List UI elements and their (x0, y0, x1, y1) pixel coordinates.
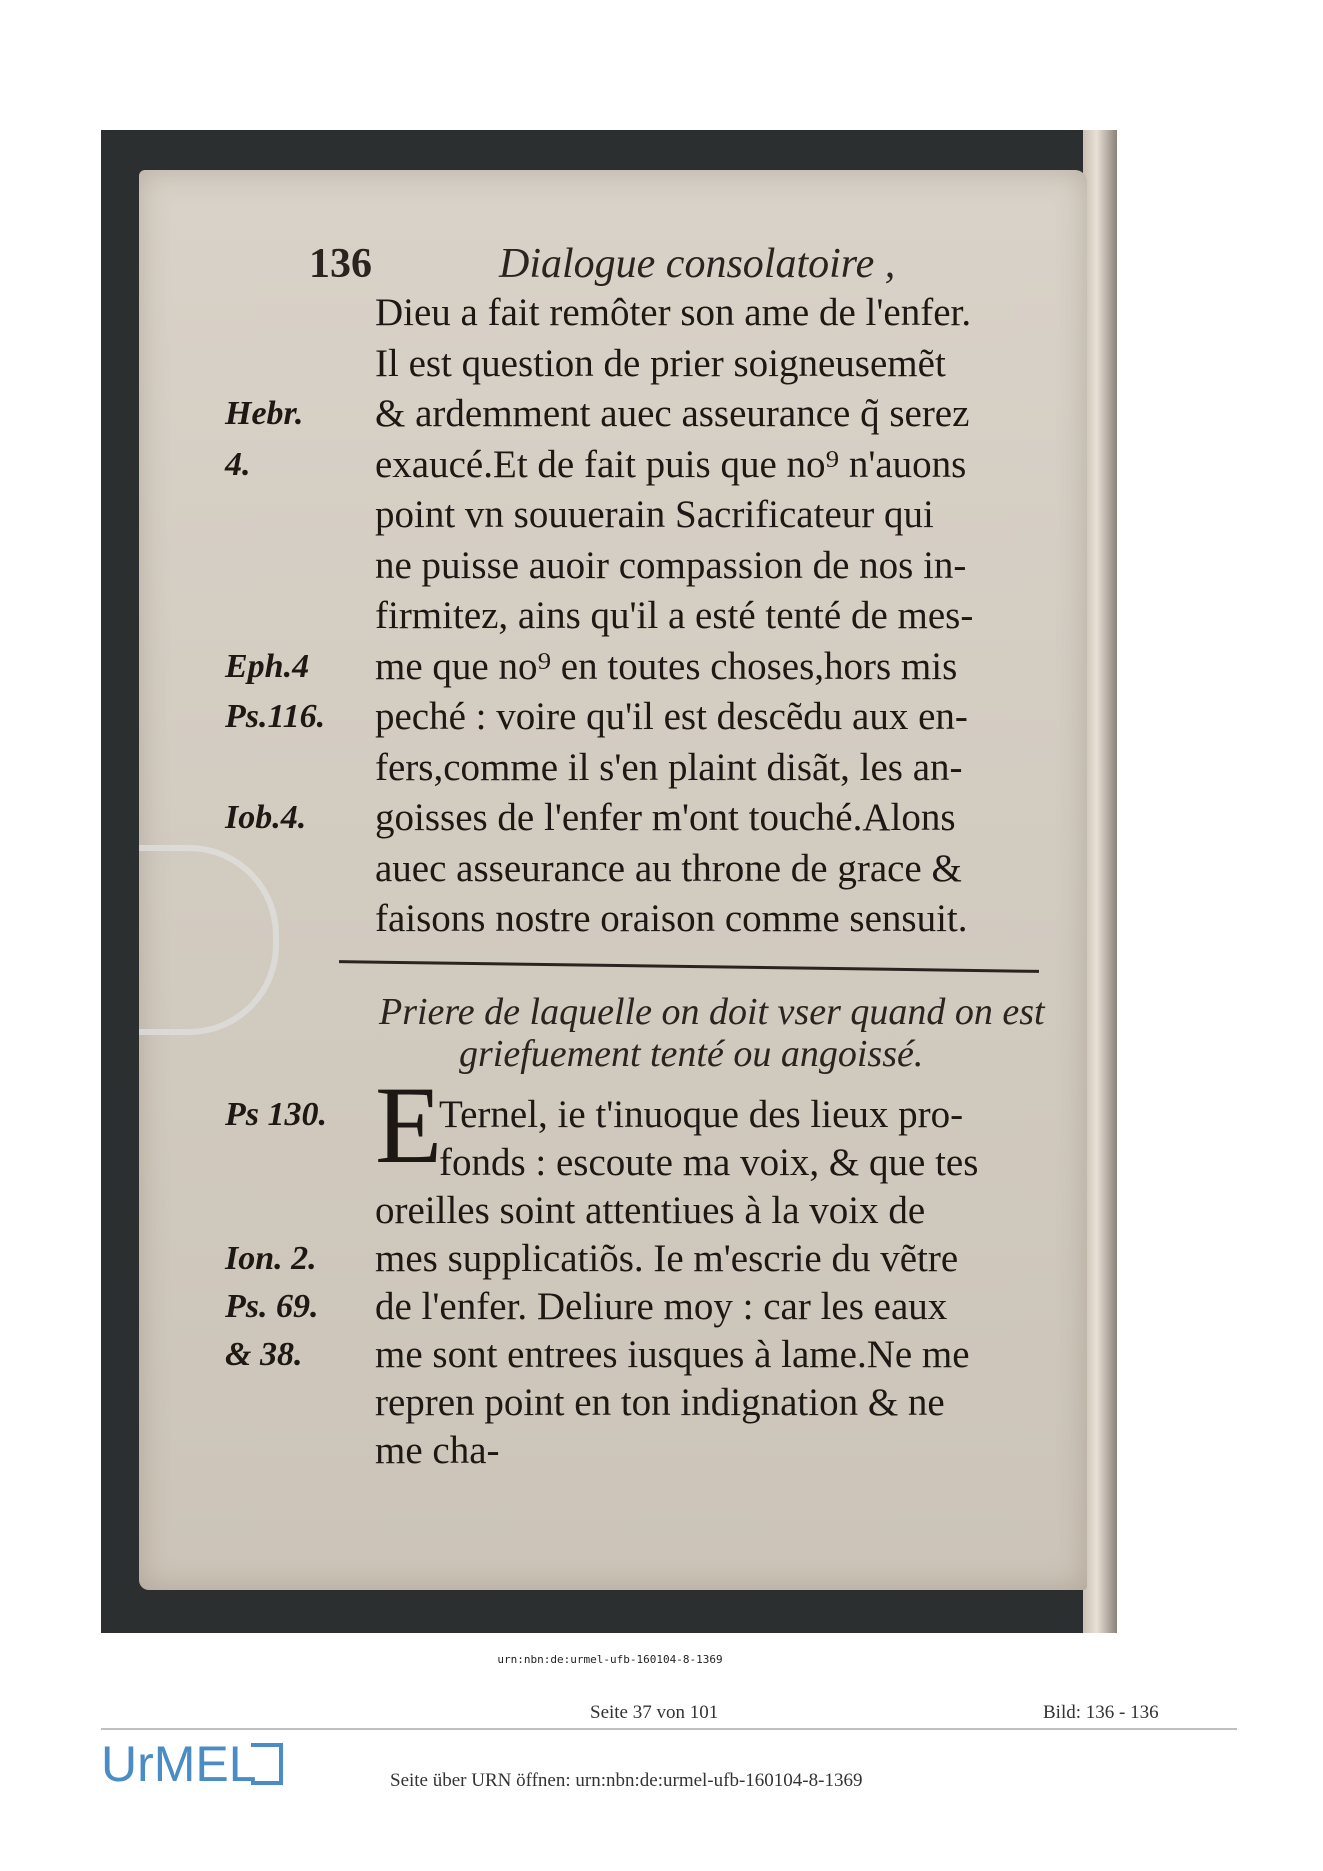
margin-reference: Ps. 69. (225, 1288, 319, 1325)
line-text: Ternel, ie t'inuoque des lieux pro- (439, 1093, 964, 1136)
lines-line (139, 694, 1087, 742)
prayer_lines-line (139, 1428, 1087, 1476)
lines-line (139, 896, 1087, 944)
line-text: point vn souuerain Sacrificateur qui (375, 493, 934, 536)
urmel-logo-text: UrMEL (101, 1736, 257, 1792)
lines-line (139, 644, 1087, 692)
drop-cap: E (375, 1064, 443, 1186)
lines-line (139, 290, 1087, 338)
line-text: me sont entrees iusques à lame.Ne me (375, 1333, 970, 1376)
line-text: & ardemment auec asseurance q̃ serez (375, 392, 970, 435)
margin-reference: Ps.116. (225, 698, 326, 735)
page-counter: Seite 37 von 101 (590, 1702, 719, 1723)
urn-caption: urn:nbn:de:urmel-ufb-160104-8-1369 (497, 1653, 723, 1666)
prayer_lines-line (139, 1092, 1087, 1140)
prayer_lines-line (139, 1332, 1087, 1380)
line-text: ne puisse auoir compassion de nos in- (375, 543, 967, 587)
margin-reference: Ps 130. (225, 1096, 327, 1133)
page-number: 136 (309, 241, 372, 287)
open-urn-link[interactable]: Seite über URN öffnen: urn:nbn:de:urmel-ufb-160104-8-1369 (390, 1770, 863, 1791)
line-text: Il est question de prier soigneusemẽt (375, 341, 946, 385)
lines-line (139, 341, 1087, 389)
lines-line (139, 593, 1087, 641)
margin-reference: Iob.4. (225, 799, 307, 836)
margin-reference: Eph.4 (225, 647, 310, 685)
margin-reference: Ion. 2. (225, 1240, 317, 1277)
line-text: oreilles soint attentiues à la voix de (375, 1189, 926, 1232)
prayer_lines-line (139, 1140, 1087, 1188)
prayer_lines-line (139, 1284, 1087, 1332)
prayer-title-line-2: griefuement tenté ou angoissé. (459, 1033, 924, 1075)
line-text: fonds : escoute ma voix, & que tes (439, 1141, 979, 1184)
lines-line (139, 492, 1087, 540)
lines-line (139, 442, 1087, 490)
prayer_lines-line (139, 1380, 1087, 1428)
prayer-title-line-1: Priere de laquelle on doit vser quand on est (379, 991, 1045, 1033)
line-text: de l'enfer. Deliure moy : car les eaux (375, 1285, 948, 1328)
line-text: peché : voire qu'il est descẽdu aux en- (375, 695, 968, 738)
scanned-page-image (101, 130, 1117, 1633)
line-text: faisons nostre oraison comme sensuit. (375, 897, 968, 940)
margin-reference: 4. (225, 445, 251, 483)
line-text: repren point en ton indignation & ne (375, 1381, 945, 1424)
line-text: me que no⁹ en toutes choses,hors mis (375, 644, 958, 688)
book-page (139, 170, 1087, 1590)
footer-divider (101, 1728, 1237, 1730)
prayer_lines-line (139, 1188, 1087, 1236)
line-text: me cha- (375, 1429, 500, 1472)
margin-reference: Hebr. (225, 395, 304, 432)
facing-page-edge (1083, 130, 1117, 1633)
margin-reference: & 38. (225, 1336, 303, 1373)
prayer_lines-line (139, 1236, 1087, 1284)
line-text: auec asseurance au throne de grace & (375, 846, 962, 890)
lines-line (139, 543, 1087, 591)
line-text: goisses de l'enfer m'ont touché.Alons (375, 796, 956, 839)
urmel-logo-graphic (101, 1733, 301, 1793)
lines-line (139, 846, 1087, 894)
line-text: fers,comme il s'en plaint disãt, les an- (375, 745, 963, 789)
lines-line (139, 745, 1087, 793)
image-counter: Bild: 136 - 136 (1043, 1702, 1159, 1723)
section-divider (339, 960, 1039, 973)
line-text: firmitez, ains qu'il a esté tenté de mes- (375, 594, 974, 637)
line-text: mes supplicatiõs. Ie m'escrie du vẽtre (375, 1237, 959, 1280)
running-title: Dialogue consolatoire , (499, 241, 896, 287)
line-text: exaucé.Et de fait puis que no⁹ n'auons (375, 442, 967, 486)
line-text: Dieu a fait remôter son ame de l'enfer. (375, 291, 972, 334)
urmel-logo[interactable] (101, 1733, 301, 1793)
lines-line (139, 391, 1087, 439)
lines-line (139, 795, 1087, 843)
